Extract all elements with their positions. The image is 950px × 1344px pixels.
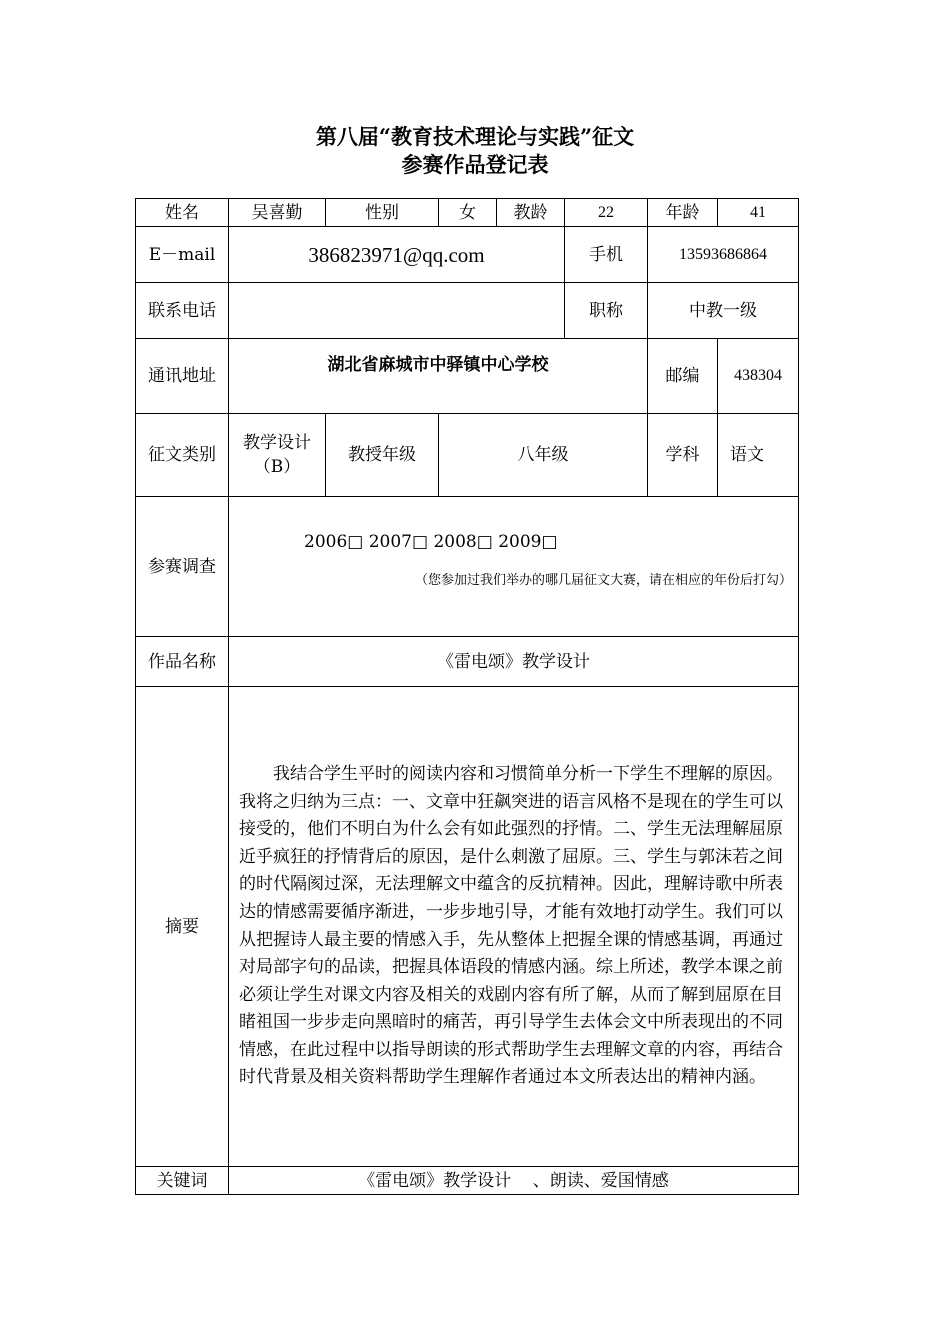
job-title-value: 中教一级 [648, 283, 799, 339]
form-title: 第八届“教育技术理论与实践”征文 [315, 124, 635, 149]
email-value: 386823971@qq.com [229, 227, 565, 283]
address-label: 通讯地址 [136, 339, 229, 414]
survey-note: （您参加过我们举办的哪几届征文大赛，请在相应的年份后打勾） [414, 573, 792, 588]
phone-label: 联系电话 [136, 283, 229, 339]
mobile-value: 13593686864 [648, 227, 799, 283]
job-title-label: 职称 [565, 283, 648, 339]
survey-cell [229, 497, 799, 637]
name-value: 吴喜勤 [229, 199, 326, 227]
postcode-label: 邮编 [648, 339, 718, 414]
keywords-label: 关键词 [136, 1167, 229, 1195]
abstract-label: 摘要 [136, 687, 229, 1167]
survey-years: 2006□ 2007□ 2008□ 2009□ [304, 532, 558, 552]
survey-label: 参赛调查 [136, 497, 229, 637]
mobile-label: 手机 [565, 227, 648, 283]
gender-value: 女 [439, 199, 497, 227]
age-value: 41 [718, 199, 799, 227]
name-label: 姓名 [136, 199, 229, 227]
category-label: 征文类别 [136, 414, 229, 497]
age-label: 年龄 [648, 199, 718, 227]
email-label: E－mail [136, 227, 229, 283]
phone-value [229, 283, 565, 339]
form-subtitle: 参赛作品登记表 [401, 152, 549, 177]
keywords-value: 《雷电颂》教学设计 、朗读、爱国情感 [229, 1167, 799, 1195]
work-title-label: 作品名称 [136, 637, 229, 687]
work-title-value: 《雷电颂》教学设计 [229, 637, 799, 687]
grade-label: 教授年级 [326, 414, 439, 497]
abstract-text: 我结合学生平时的阅读内容和习惯简单分析一下学生不理解的原因。我将之归纳为三点：一、文章中狂飙突进的语言风格不是现在的学生可以接受的，他们不明白为什么会有如此强烈的抒情。二、学生无法理解屈原近乎疯狂的抒情背后的原因，是什么刺激了屈原。三、学生与郭沫若之间的时代隔阂过深，无法理解文中蕴含的反抗精神。因此，理解诗歌中所表达的情感需要循序渐进，一步步地引导，才能有效地打动学生。我们可以从把握诗人最主要的情感入手，先从整体上把握全课的情感基调，再通过对局部字句的品读，把握具体语段的情感内涵。综上所述，教学本课之前必须让学生对课文内容及相关的戏剧内容有所了解，从而了解到屈原在目睹祖国一步步走向黑暗时的痛苦，再引导学生去体会文中所表现出的不同情感，在此过程中以指导朗读的形式帮助学生去理解文章的内容，再结合时代背景及相关资料帮助学生理解作者通过本文所表达出的精神内涵。 [239, 763, 783, 1088]
subject-value: 语文 [718, 414, 799, 497]
teaching-years-label: 教龄 [497, 199, 565, 227]
teaching-years-value: 22 [565, 199, 648, 227]
registration-table [135, 198, 799, 1195]
subject-label: 学科 [648, 414, 718, 497]
abstract-cell [229, 687, 799, 1167]
gender-label: 性别 [326, 199, 439, 227]
postcode-value: 438304 [718, 339, 799, 414]
grade-value: 八年级 [439, 414, 648, 497]
category-value: 教学设计（B） [229, 414, 326, 497]
address-value: 湖北省麻城市中驿镇中心学校 [229, 339, 648, 414]
